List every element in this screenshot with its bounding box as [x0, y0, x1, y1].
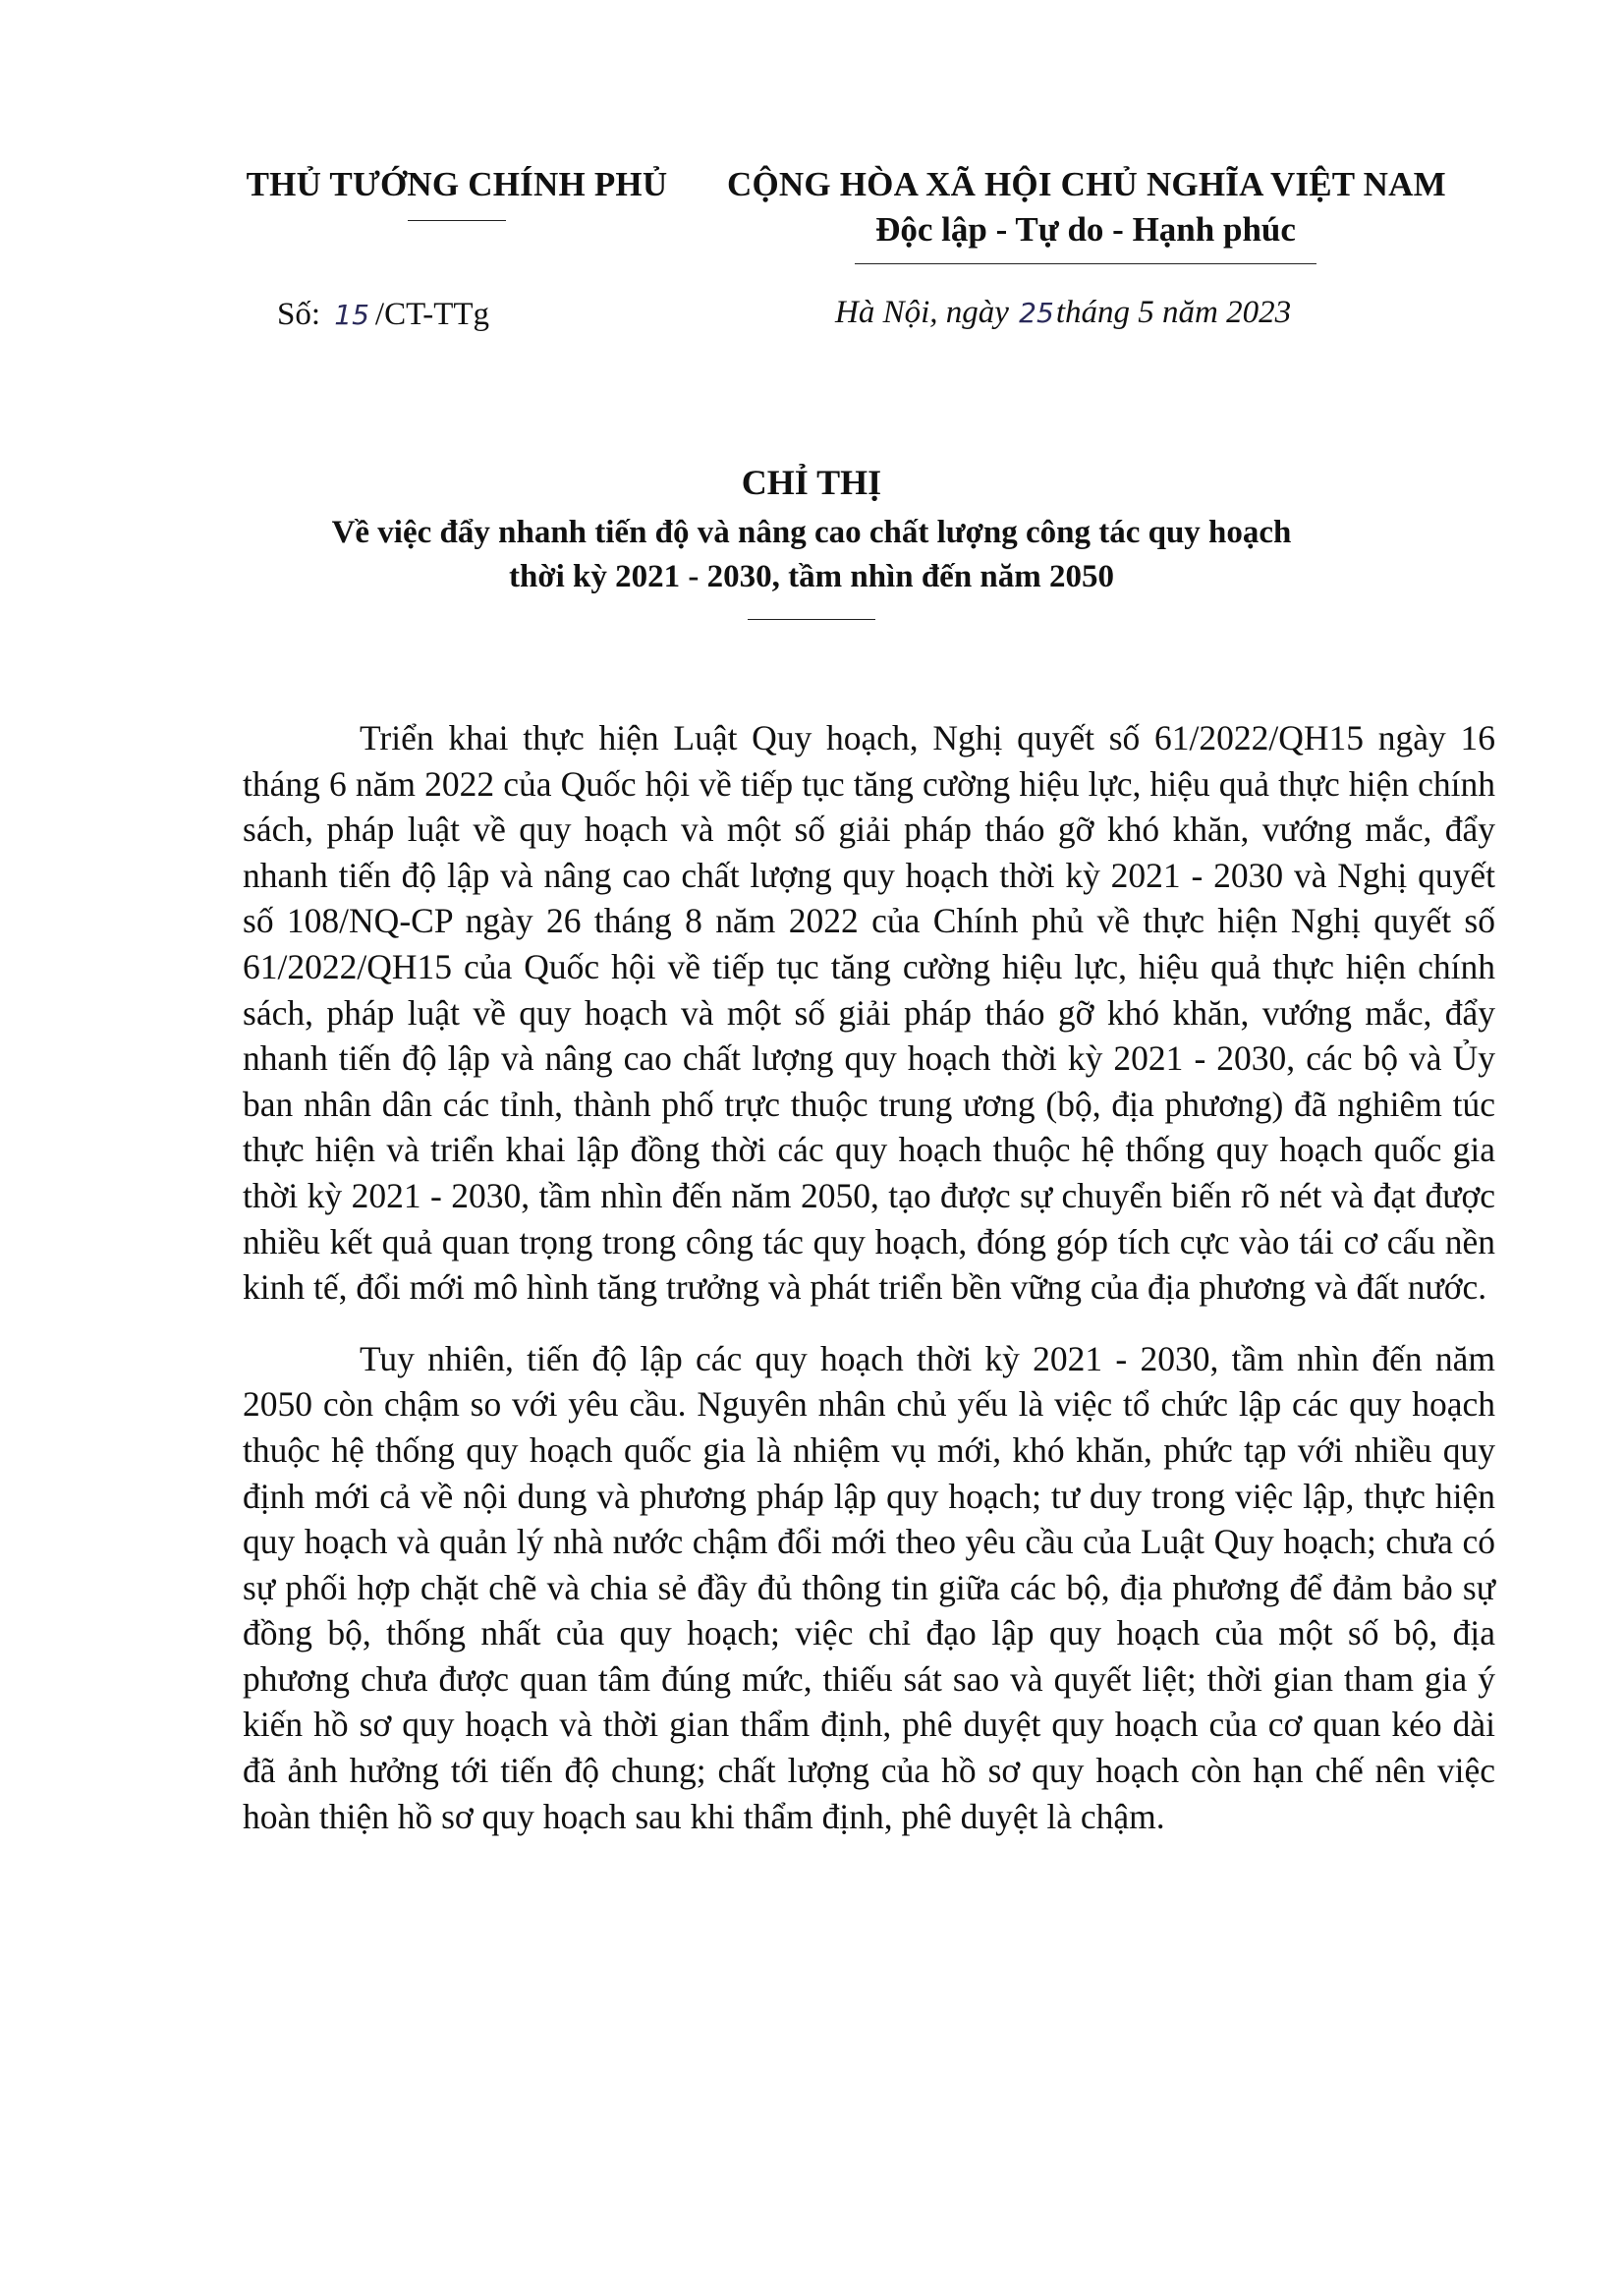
issuer-underline — [408, 220, 506, 221]
date-day-handwritten: 25 — [1019, 297, 1054, 329]
document-number — [277, 297, 489, 333]
motto-underline — [855, 263, 1316, 264]
place-and-date — [835, 295, 1291, 331]
date-suffix: tháng 5 năm 2023 — [1055, 295, 1292, 330]
title-underline — [748, 619, 875, 620]
national-header-block — [727, 165, 1444, 264]
date-prefix: Hà Nội, ngày — [835, 295, 1009, 330]
document-number-suffix: /CT-TTg — [374, 297, 490, 332]
issuer-name: THỦ TƯỚNG CHÍNH PHỦ — [246, 165, 668, 203]
national-motto: Độc lập - Tự do - Hạnh phúc — [875, 210, 1296, 249]
subject-line-1: Về việc đẩy nhanh tiến độ và nâng cao chất lượng công tác quy hoạch — [331, 515, 1292, 550]
body-paragraph: Triển khai thực hiện Luật Quy hoạch, Nghị quyết số 61/2022/QH15 ngày 16 tháng 6 năm 2022 của Quốc hội về tiếp tục tăng cường hiệu lực, hiệu quả thực hiện chính sách, pháp luật về quy hoạch và một số giải pháp tháo gỡ khó khăn, vướng mắc, đẩy nhanh tiến độ lập và nâng cao chất lượng quy hoạch thời kỳ 2021 - 2030 và Nghị quyết số 108/NQ-CP ngày 26 tháng 8 năm 2022 của Chính phủ về thực hiện Nghị quyết số 61/2022/QH15 của Quốc hội về tiếp tục tăng cường hiệu lực, hiệu quả thực hiện chính sách, pháp luật về quy hoạch và một số giải pháp tháo gỡ khó khăn, vướng mắc, đẩy nhanh tiến độ lập và nâng cao chất lượng quy hoạch thời kỳ 2021 - 2030, các bộ và Ủy ban nhân dân các tỉnh, thành phố trực thuộc trung ương (bộ, địa phương) đã nghiêm túc thực hiện và triển khai lập đồng thời các quy hoạch thuộc hệ thống quy hoạch quốc gia thời kỳ 2021 - 2030, tầm nhìn đến năm 2050, tạo được sự chuyển biến rõ nét và đạt được nhiều kết quả quan trọng trong công tác quy hoạch, đóng góp tích cực vào tái cơ cấu nền kinh tế, đổi mới mô hình tăng trưởng và phát triển bền vững của địa phương và đất nước. — [243, 718, 1495, 1308]
document-number-handwritten: 15 — [334, 299, 369, 331]
document-body — [243, 715, 1495, 1865]
subject-line-2: thời kỳ 2021 - 2030, tầm nhìn đến năm 2050 — [508, 559, 1115, 594]
title-block — [222, 462, 1401, 620]
document-subject — [222, 511, 1401, 599]
nation-name: CỘNG HÒA XÃ HỘI CHỦ NGHĨA VIỆT NAM — [727, 165, 1446, 203]
document-type: CHỈ THỊ — [741, 463, 882, 502]
body-paragraph: Tuy nhiên, tiến độ lập các quy hoạch thời kỳ 2021 - 2030, tầm nhìn đến năm 2050 còn chậm so với yêu cầu. Nguyên nhân chủ yếu là việc tổ chức lập các quy hoạch thuộc hệ thống quy hoạch quốc gia là nhiệm vụ mới, khó khăn, phức tạp với nhiều quy định mới cả về nội dung và phương pháp lập quy hoạch; tư duy trong việc lập, thực hiện quy hoạch và quản lý nhà nước chậm đổi mới theo yêu cầu của Luật Quy hoạch; chưa có sự phối hợp chặt chẽ và chia sẻ đầy đủ thông tin giữa các bộ, địa phương để đảm bảo sự đồng bộ, thống nhất của quy hoạch; việc chỉ đạo lập quy hoạch của một số bộ, địa phương chưa được quan tâm đúng mức, thiếu sát sao và quyết liệt; thời gian tham gia ý kiến hồ sơ quy hoạch và thời gian thẩm định, phê duyệt quy hoạch của cơ quan kéo dài đã ảnh hưởng tới tiến độ chung; chất lượng của hồ sơ quy hoạch còn hạn chế nên việc hoàn thiện hồ sơ quy hoạch sau khi thẩm định, phê duyệt là chậm. — [243, 1338, 1495, 1836]
issuer-block — [221, 165, 693, 221]
document-number-prefix: Số: — [277, 297, 321, 332]
